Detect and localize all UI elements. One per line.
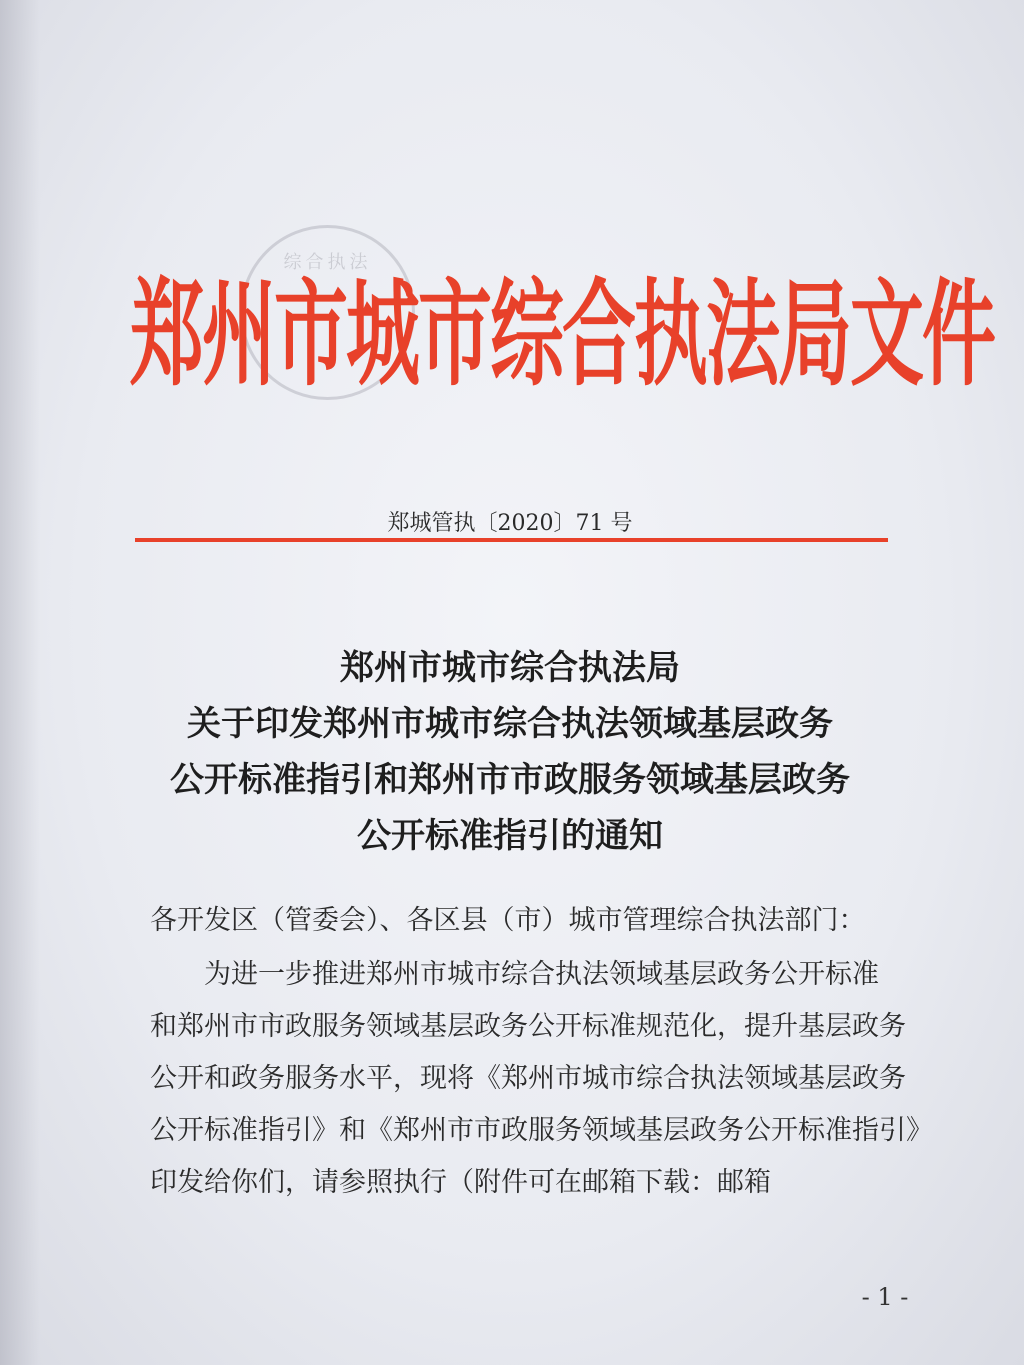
notice-body — [150, 895, 933, 1209]
body-line: 公开和政务服务水平，现将《郑州市城市综合执法领域基层政务 — [150, 1063, 906, 1094]
salutation: 各开发区（管委会）、各区县（市）城市管理综合执法部门： — [150, 905, 866, 936]
page-number: - 1 - — [861, 1283, 909, 1311]
notice-title — [110, 640, 910, 864]
seal-text: 综合执法 — [283, 252, 372, 273]
document-header-title: 郑州市城市综合执法局文件 — [130, 268, 994, 402]
page-edge-shadow — [0, 0, 40, 1365]
notice-title-line: 关于印发郑州市城市综合执法领域基层政务 — [187, 704, 833, 744]
notice-title-line: 公开标准指引和郑州市市政服务领域基层政务 — [170, 760, 850, 800]
notice-title-line: 公开标准指引的通知 — [357, 816, 663, 856]
body-line: 印发给你们，请参照执行（附件可在邮箱下载：邮箱 — [150, 1167, 771, 1198]
document-number: 郑城管执〔2020〕71 号 — [387, 511, 633, 536]
body-line: 公开标准指引》和《郑州市市政服务领域基层政务公开标准指引》 — [150, 1115, 933, 1146]
body-line: 和郑州市市政服务领域基层政务公开标准规范化，提升基层政务 — [150, 1011, 906, 1042]
notice-title-line: 郑州市城市综合执法局 — [340, 648, 680, 688]
body-line: 为进一步推进郑州市城市综合执法领域基层政务公开标准 — [204, 959, 879, 990]
red-divider-line — [135, 538, 888, 542]
